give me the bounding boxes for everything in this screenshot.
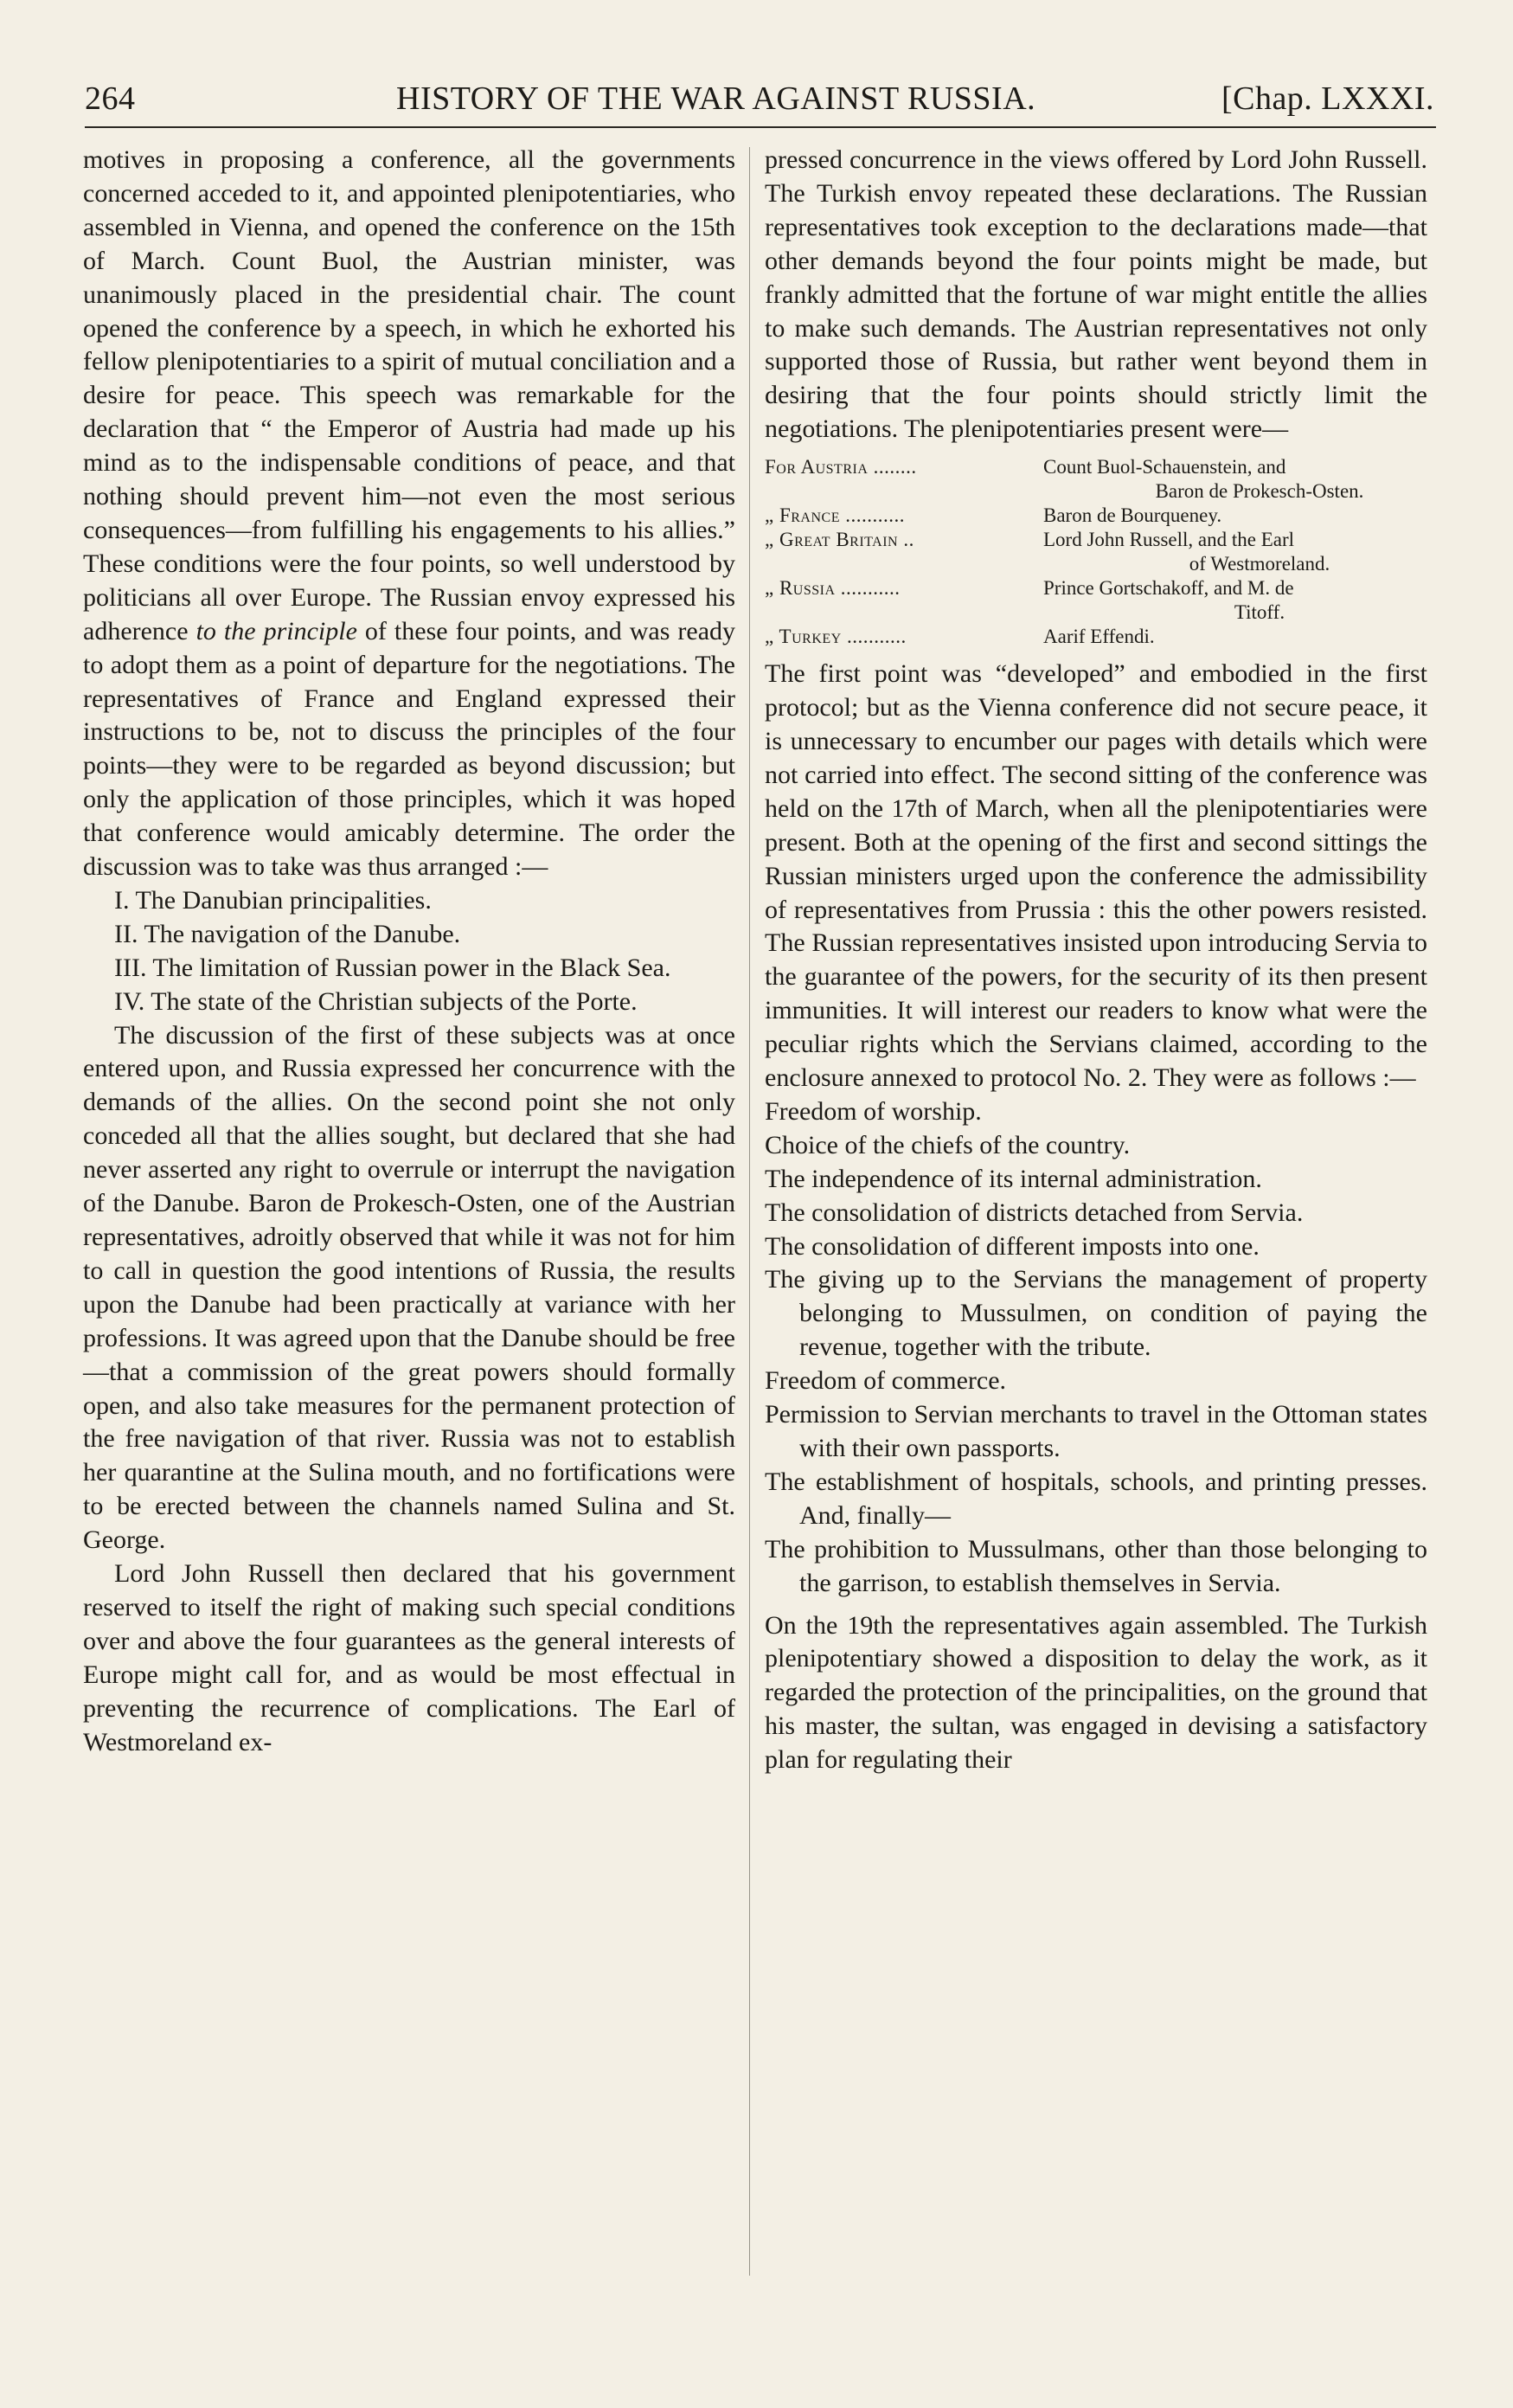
list-item: „ France ........... Baron de Bourqueney. bbox=[765, 504, 1222, 527]
paragraph: On the 19th the representatives again assembled. The Turkish plenipotentiary showed a disposition to delay the work, as it regarded the protection of the principalities, on the ground that his master, the sultan, was engaged in devising a satisfactory plan for regulating their bbox=[765, 1610, 1427, 1775]
column-divider bbox=[749, 147, 750, 2276]
list-item: Freedom of commerce. bbox=[765, 1366, 1007, 1396]
plenipotentiaries-list bbox=[765, 455, 1427, 649]
paragraph: Lord John Russell then declared that his government reserved to itself the right of making such special conditions over and above the four guarantees as the general interests of Europe might call for, and as would be most effectual in preventing the recurrence of complications. The Earl of Westmoreland ex- bbox=[83, 1559, 735, 1756]
list-item: The independence of its internal administration. bbox=[765, 1164, 1262, 1193]
list-item: The establishment of hospitals, schools, and printing presses. And, finally— bbox=[765, 1467, 1427, 1530]
right-column bbox=[765, 144, 1427, 1777]
list-item: The consolidation of districts detached from Servia. bbox=[765, 1198, 1304, 1227]
running-title: HISTORY OF THE WAR AGAINST RUSSIA. bbox=[396, 80, 1036, 117]
list-item: „ Turkey ........... Aarif Effendi. bbox=[765, 626, 1155, 648]
chapter-label: [Chap. LXXXI. bbox=[1221, 80, 1434, 117]
paragraph: motives in proposing a conference, all the governments concerned acceded to it, and appointed plenipotentiaries, who assembled in Vienna, and opened the conference on the 15th of March. Count Buol, the Austrian minister, was unanimously placed in the presidential chair. The count opened the conference by a speech, in which he exhorted his fellow plenipotentiaries to a spirit of mutual conciliation and a desire for peace. This speech was remarkable for the declaration that “ the Emperor of Austria had made up his mind as to the indispensable conditions of peace, and that nothing should prevent him—not even the most serious consequences—from fulfilling his engagements to his allies.” These conditions were the four points, so well understood by politicians all over Europe. The Russian envoy expressed his adherence to the principle of these four points, and was ready to adopt them as a point of departure for the negotiations. The representatives of France and England expressed their instructions to be, not to discuss the principles of the four points—they were to be regarded as beyond discussion; but only the application of those principles, which it was hoped that conference would amicably determine. The order the discussion was to take was thus arranged :— bbox=[83, 145, 736, 882]
list-item: The giving up to the Servians the management of property belonging to Mussulmen, on condition of paying the revenue, together with the tribute. bbox=[765, 1265, 1427, 1362]
paragraph: pressed concurrence in the views offered by Lord John Russell. The Turkish envoy repeated these declarations. The Russian representatives took exception to the declarations made—that other demands beyond the four points might be made, but frankly admitted that the fortune of war might entitle the allies to make such demands. The Austrian representatives not only supported those of Russia, but rather went beyond them in desiring that the four points should strictly limit the negotiations. The plenipotentiaries present were— bbox=[765, 145, 1427, 444]
page-number: 264 bbox=[85, 80, 136, 117]
list-item: Permission to Servian merchants to travel in the Ottoman states with their own passports. bbox=[765, 1400, 1427, 1462]
list-item: „ Great Britain .. Lord John Russell, and the Earl of Westmoreland. bbox=[765, 529, 1330, 575]
list-item: The prohibition to Mussulmans, other than those belonging to the garrison, to establish themselves in Servia. bbox=[765, 1534, 1427, 1597]
list-item: III. The limitation of Russian power in the Black Sea. bbox=[114, 953, 671, 982]
list-item: The consolidation of different imposts into one. bbox=[765, 1231, 1260, 1261]
paragraph: The discussion of the first of these subjects was at once entered upon, and Russia expressed her concurrence with the demands of the allies. On the second point she not only conceded all that the allies sought, but declared that she had never asserted any right to overrule or interrupt the navigation of the Danube. Baron de Prokesch-Osten, one of the Austrian representatives, adroitly observed that while it was not for him to call in question the good intentions of Russia, the results upon the Danube had been practically at variance with her professions. It was agreed upon that the Danube should be free—that a commission of the great powers should formally open, and also take measures for the permanent protection of the free navigation of that river. Russia was not to establish her quarantine at the Sulina mouth, and no fortifications were to be erected between the channels named Sulina and St. George. bbox=[83, 1020, 735, 1555]
list-item: I. The Danubian principalities. bbox=[114, 885, 432, 915]
list-item: „ Russia ........... Prince Gortschakoff, and M. de Titoff. bbox=[765, 577, 1294, 624]
paragraph: The first point was “developed” and embodied in the first protocol; but as the Vienna conference did not secure peace, it is unnecessary to encumber our pages with details which were not carried into effect. The second sitting of the conference was held on the 17th of March, when all the plenipotentiaries were present. Both at the opening of the first and second sittings the Russian ministers urged upon the conference the admissibility of representatives from Prussia : this the other powers resisted. The Russian representatives insisted upon introducing Servia to the guarantee of the powers, for the security of its then present immunities. It will interest our readers to know what were the peculiar rights which the Servians claimed, according to the enclosure annexed to protocol No. 2. They were as follows :— bbox=[765, 659, 1427, 1093]
list-item: Freedom of worship. bbox=[765, 1096, 982, 1126]
list-item: II. The navigation of the Danube. bbox=[114, 919, 461, 948]
list-item: For Austria ........ Count Buol-Schauenstein, and Baron de Prokesch-Osten. bbox=[765, 456, 1364, 503]
left-column bbox=[83, 144, 735, 1760]
running-header bbox=[85, 71, 1434, 123]
list-item: Choice of the chiefs of the country. bbox=[765, 1130, 1131, 1159]
list-item: IV. The state of the Christian subjects of the Porte. bbox=[114, 986, 638, 1016]
emphasis: to the principle bbox=[196, 616, 357, 645]
header-rule bbox=[85, 126, 1436, 128]
